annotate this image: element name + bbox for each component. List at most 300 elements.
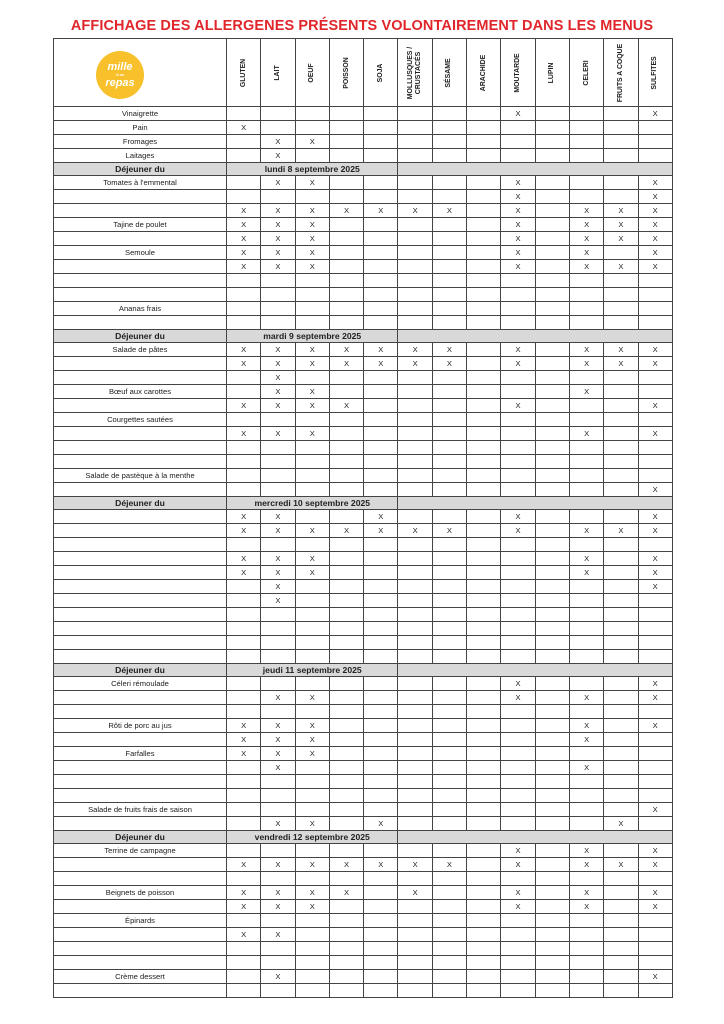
- allergen-cell: [432, 761, 466, 775]
- day-label: Déjeuner du: [54, 664, 227, 677]
- logo-cell: [54, 39, 227, 107]
- allergen-cell: [604, 872, 638, 886]
- allergen-cell: [467, 956, 501, 970]
- allergen-cell: [398, 594, 432, 608]
- allergen-cell: [535, 288, 569, 302]
- dish-name: [54, 483, 227, 497]
- allergen-cell: [364, 149, 398, 163]
- allergen-cell: [261, 288, 295, 302]
- allergen-cell: [569, 580, 603, 594]
- allergen-cell: [261, 469, 295, 483]
- allergen-cell: [501, 747, 535, 761]
- allergen-cell: X: [227, 121, 261, 135]
- day-date: lundi 8 septembre 2025: [227, 163, 398, 176]
- dish-name: [54, 455, 227, 469]
- day-header-row: [54, 664, 673, 677]
- dish-name: [54, 705, 227, 719]
- dish-name: [54, 775, 227, 789]
- allergen-cell: [604, 149, 638, 163]
- allergen-cell: [329, 650, 363, 664]
- allergen-cell: [501, 371, 535, 385]
- allergen-cell: [535, 371, 569, 385]
- allergen-cell: [467, 357, 501, 371]
- allergen-cell: [604, 246, 638, 260]
- table-row: [54, 427, 673, 441]
- allergen-cell: [398, 650, 432, 664]
- allergen-cell: [295, 580, 329, 594]
- allergen-cell: [604, 371, 638, 385]
- allergen-cell: [295, 803, 329, 817]
- allergen-cell: X: [295, 385, 329, 399]
- allergen-cell: [638, 441, 672, 455]
- allergen-cell: [398, 455, 432, 469]
- allergen-cell: [569, 455, 603, 469]
- allergen-cell: [398, 747, 432, 761]
- allergen-cell: [535, 483, 569, 497]
- allergen-cell: [604, 413, 638, 427]
- allergen-cell: [364, 719, 398, 733]
- allergen-cell: [364, 176, 398, 190]
- allergen-cell: [398, 914, 432, 928]
- allergen-cell: X: [398, 858, 432, 872]
- allergen-cell: [638, 761, 672, 775]
- allergen-cell: [227, 455, 261, 469]
- allergen-cell: [261, 636, 295, 650]
- allergen-cell: [604, 385, 638, 399]
- allergen-cell: [364, 942, 398, 956]
- allergen-cell: [432, 385, 466, 399]
- allergen-cell: [398, 218, 432, 232]
- allergen-cell: [432, 288, 466, 302]
- allergen-cell: [261, 121, 295, 135]
- allergen-cell: [364, 984, 398, 998]
- table-row: [54, 775, 673, 789]
- allergen-cell: [398, 232, 432, 246]
- allergen-cell: [535, 121, 569, 135]
- allergen-cell: [604, 789, 638, 803]
- allergen-cell: [364, 677, 398, 691]
- allergen-cell: [569, 190, 603, 204]
- allergen-cell: X: [604, 357, 638, 371]
- allergen-cell: [364, 900, 398, 914]
- allergen-cell: X: [569, 719, 603, 733]
- allergen-cell: [535, 691, 569, 705]
- allergen-cell: [329, 608, 363, 622]
- allergen-cell: [329, 942, 363, 956]
- allergen-cell: [604, 135, 638, 149]
- allergen-cell: [604, 302, 638, 316]
- allergen-cell: [364, 246, 398, 260]
- table-row: [54, 343, 673, 357]
- allergen-cell: [364, 691, 398, 705]
- allergen-cell: [604, 705, 638, 719]
- allergen-cell: X: [227, 204, 261, 218]
- table-row: [54, 580, 673, 594]
- allergen-cell: X: [638, 524, 672, 538]
- allergen-cell: [535, 357, 569, 371]
- allergen-cell: X: [638, 246, 672, 260]
- dish-name: Courgettes sautées: [54, 413, 227, 427]
- day-date: jeudi 11 septembre 2025: [227, 664, 398, 677]
- allergen-cell: X: [569, 886, 603, 900]
- allergen-cell: [261, 316, 295, 330]
- allergen-cell: [295, 984, 329, 998]
- allergen-cell: [398, 622, 432, 636]
- allergen-cell: [432, 510, 466, 524]
- allergen-cell: X: [501, 204, 535, 218]
- allergen-cell: X: [261, 149, 295, 163]
- allergen-cell: [569, 677, 603, 691]
- allergen-cell: X: [227, 886, 261, 900]
- allergen-cell: [295, 371, 329, 385]
- logo-text-1: mille: [107, 61, 133, 73]
- allergen-cell: [535, 886, 569, 900]
- allergen-header-label: CELERI: [582, 59, 590, 86]
- allergen-cell: [638, 733, 672, 747]
- allergen-cell: [364, 803, 398, 817]
- allergen-cell: [569, 316, 603, 330]
- allergen-cell: X: [227, 232, 261, 246]
- allergen-cell: X: [432, 858, 466, 872]
- allergen-cell: [604, 594, 638, 608]
- allergen-cell: [329, 176, 363, 190]
- allergen-cell: X: [261, 524, 295, 538]
- allergen-cell: X: [261, 566, 295, 580]
- allergen-cell: [261, 190, 295, 204]
- allergen-cell: [604, 580, 638, 594]
- allergen-cell: X: [261, 371, 295, 385]
- allergen-header-poisson: [329, 39, 363, 107]
- dish-name: [54, 636, 227, 650]
- table-row: [54, 455, 673, 469]
- allergen-cell: [329, 441, 363, 455]
- allergen-cell: [227, 677, 261, 691]
- allergen-cell: X: [227, 246, 261, 260]
- allergen-cell: [432, 747, 466, 761]
- allergen-cell: [638, 288, 672, 302]
- table-row: [54, 399, 673, 413]
- allergen-cell: [227, 469, 261, 483]
- allergen-cell: [604, 538, 638, 552]
- allergen-cell: X: [261, 858, 295, 872]
- allergen-cell: [261, 803, 295, 817]
- dish-name: Rôti de porc au jus: [54, 719, 227, 733]
- allergen-cell: X: [261, 552, 295, 566]
- allergen-cell: X: [638, 970, 672, 984]
- allergen-cell: X: [227, 900, 261, 914]
- allergen-cell: [364, 608, 398, 622]
- allergen-header-label: SÉSAME: [445, 57, 453, 88]
- allergen-cell: X: [432, 357, 466, 371]
- allergen-cell: [535, 650, 569, 664]
- allergen-cell: X: [261, 886, 295, 900]
- allergen-cell: [467, 302, 501, 316]
- allergen-cell: [364, 747, 398, 761]
- allergen-cell: [467, 928, 501, 942]
- allergen-cell: [604, 427, 638, 441]
- allergen-cell: X: [261, 900, 295, 914]
- table-row: [54, 190, 673, 204]
- allergen-cell: [329, 872, 363, 886]
- allergen-cell: [295, 970, 329, 984]
- allergen-cell: [467, 552, 501, 566]
- allergen-cell: [467, 817, 501, 831]
- allergen-cell: [501, 427, 535, 441]
- allergen-cell: X: [227, 719, 261, 733]
- table-row: [54, 274, 673, 288]
- allergen-cell: [604, 510, 638, 524]
- allergen-table-body: [54, 107, 673, 998]
- allergen-cell: [535, 510, 569, 524]
- allergen-cell: X: [501, 218, 535, 232]
- allergen-cell: [638, 538, 672, 552]
- allergen-cell: [227, 650, 261, 664]
- allergen-cell: [227, 956, 261, 970]
- allergen-cell: [638, 455, 672, 469]
- allergen-cell: [398, 817, 432, 831]
- allergen-cell: [329, 622, 363, 636]
- allergen-cell: [398, 371, 432, 385]
- allergen-cell: X: [227, 427, 261, 441]
- allergen-header-celeri: [569, 39, 603, 107]
- allergen-cell: [569, 288, 603, 302]
- allergen-cell: [604, 176, 638, 190]
- allergen-cell: [432, 970, 466, 984]
- allergen-cell: [501, 385, 535, 399]
- allergen-cell: [569, 371, 603, 385]
- allergen-cell: [295, 872, 329, 886]
- allergen-cell: [638, 636, 672, 650]
- allergen-cell: X: [569, 246, 603, 260]
- allergen-cell: X: [569, 761, 603, 775]
- allergen-cell: [535, 246, 569, 260]
- allergen-cell: [398, 538, 432, 552]
- allergen-cell: X: [569, 733, 603, 747]
- allergen-header-label: MOLLUSQUES / CRUSTACÉS: [407, 46, 423, 99]
- allergen-cell: X: [261, 204, 295, 218]
- allergen-cell: [227, 636, 261, 650]
- allergen-cell: [467, 622, 501, 636]
- allergen-header-label: MOUTARDE: [514, 52, 522, 93]
- allergen-cell: [398, 789, 432, 803]
- allergen-cell: [329, 775, 363, 789]
- allergen-cell: X: [295, 858, 329, 872]
- allergen-cell: [638, 956, 672, 970]
- allergen-cell: X: [638, 580, 672, 594]
- allergen-cell: [467, 733, 501, 747]
- allergen-header-label: ARACHIDE: [479, 54, 487, 91]
- allergen-cell: X: [227, 510, 261, 524]
- allergen-cell: [364, 844, 398, 858]
- allergen-header-label: SOJA: [376, 63, 384, 82]
- allergen-cell: [295, 302, 329, 316]
- dish-name: Salade de pastèque à la menthe: [54, 469, 227, 483]
- allergen-cell: [535, 984, 569, 998]
- allergen-cell: [638, 371, 672, 385]
- allergen-cell: [501, 316, 535, 330]
- allergen-cell: X: [227, 566, 261, 580]
- allergen-cell: [638, 413, 672, 427]
- day-header-row: [54, 163, 673, 176]
- allergen-cell: X: [604, 817, 638, 831]
- dish-name: [54, 872, 227, 886]
- allergen-cell: [638, 789, 672, 803]
- allergen-cell: [604, 775, 638, 789]
- allergen-cell: [295, 274, 329, 288]
- allergen-cell: [569, 483, 603, 497]
- allergen-cell: [604, 483, 638, 497]
- dish-name: [54, 566, 227, 580]
- allergen-cell: [329, 900, 363, 914]
- allergen-cell: X: [638, 844, 672, 858]
- allergen-cell: X: [295, 135, 329, 149]
- allergen-cell: X: [638, 900, 672, 914]
- allergen-cell: [467, 858, 501, 872]
- allergen-cell: [535, 385, 569, 399]
- allergen-cell: [329, 914, 363, 928]
- allergen-cell: [364, 636, 398, 650]
- allergen-cell: [398, 135, 432, 149]
- allergen-cell: X: [501, 858, 535, 872]
- allergen-cell: [535, 970, 569, 984]
- allergen-cell: [467, 580, 501, 594]
- table-row: [54, 747, 673, 761]
- allergen-cell: [329, 218, 363, 232]
- allergen-cell: [501, 970, 535, 984]
- allergen-cell: [467, 747, 501, 761]
- allergen-cell: X: [227, 260, 261, 274]
- allergen-cell: X: [295, 176, 329, 190]
- allergen-cell: [467, 705, 501, 719]
- allergen-cell: [227, 149, 261, 163]
- allergen-header-arachide: [467, 39, 501, 107]
- table-row: [54, 789, 673, 803]
- allergen-cell: [467, 427, 501, 441]
- allergen-cell: [398, 552, 432, 566]
- allergen-cell: [364, 538, 398, 552]
- allergen-cell: [638, 622, 672, 636]
- allergen-cell: [569, 928, 603, 942]
- allergen-cell: [432, 594, 466, 608]
- allergen-cell: [295, 121, 329, 135]
- allergen-cell: [364, 483, 398, 497]
- logo-text-2: et un: [115, 73, 125, 77]
- allergen-cell: X: [432, 524, 466, 538]
- allergen-cell: X: [398, 357, 432, 371]
- allergen-cell: X: [261, 594, 295, 608]
- allergen-cell: [535, 803, 569, 817]
- table-row: [54, 316, 673, 330]
- allergen-cell: [364, 399, 398, 413]
- allergen-cell: [467, 413, 501, 427]
- allergen-cell: [604, 288, 638, 302]
- allergen-cell: [467, 510, 501, 524]
- allergen-cell: [432, 956, 466, 970]
- allergen-cell: [295, 789, 329, 803]
- allergen-cell: [604, 121, 638, 135]
- allergen-cell: X: [227, 399, 261, 413]
- allergen-cell: [398, 483, 432, 497]
- allergen-cell: [604, 190, 638, 204]
- allergen-cell: [329, 636, 363, 650]
- allergen-cell: [364, 190, 398, 204]
- allergen-cell: X: [604, 260, 638, 274]
- allergen-cell: [535, 566, 569, 580]
- allergen-cell: [227, 817, 261, 831]
- day-date: mardi 9 septembre 2025: [227, 330, 398, 343]
- allergen-cell: X: [604, 232, 638, 246]
- allergen-cell: [501, 580, 535, 594]
- allergen-cell: [467, 872, 501, 886]
- allergen-cell: X: [295, 691, 329, 705]
- allergen-cell: X: [638, 260, 672, 274]
- allergen-cell: [227, 775, 261, 789]
- allergen-cell: [329, 970, 363, 984]
- allergen-cell: X: [261, 176, 295, 190]
- allergen-cell: [501, 608, 535, 622]
- allergen-cell: [329, 705, 363, 719]
- allergen-cell: [467, 761, 501, 775]
- allergen-cell: [227, 580, 261, 594]
- allergen-cell: X: [569, 260, 603, 274]
- allergen-cell: [432, 580, 466, 594]
- allergen-header-label: POISSON: [342, 56, 350, 89]
- allergen-cell: [569, 441, 603, 455]
- allergen-cell: [569, 789, 603, 803]
- day-date: vendredi 12 septembre 2025: [227, 831, 398, 844]
- allergen-cell: [329, 566, 363, 580]
- allergen-cell: [535, 928, 569, 942]
- allergen-cell: [295, 469, 329, 483]
- allergen-cell: [364, 371, 398, 385]
- allergen-cell: [604, 942, 638, 956]
- allergen-cell: [432, 914, 466, 928]
- allergen-cell: [329, 761, 363, 775]
- allergen-cell: [432, 566, 466, 580]
- allergen-cell: X: [569, 900, 603, 914]
- allergen-cell: [604, 914, 638, 928]
- allergen-cell: [501, 455, 535, 469]
- allergen-cell: [432, 817, 466, 831]
- allergen-cell: [432, 622, 466, 636]
- allergen-cell: [295, 316, 329, 330]
- allergen-cell: X: [261, 761, 295, 775]
- allergen-cell: [261, 942, 295, 956]
- allergen-cell: [535, 343, 569, 357]
- table-row: [54, 218, 673, 232]
- dish-name: [54, 441, 227, 455]
- allergen-cell: [227, 288, 261, 302]
- allergen-cell: [261, 872, 295, 886]
- allergen-header-sulfites: [638, 39, 672, 107]
- allergen-cell: [535, 441, 569, 455]
- allergen-cell: [467, 803, 501, 817]
- allergen-cell: [329, 149, 363, 163]
- allergen-cell: [432, 107, 466, 121]
- allergen-cell: [364, 761, 398, 775]
- allergen-cell: [432, 844, 466, 858]
- allergen-cell: [364, 872, 398, 886]
- table-row: [54, 622, 673, 636]
- allergen-cell: [569, 956, 603, 970]
- allergen-cell: [535, 747, 569, 761]
- allergen-cell: [638, 747, 672, 761]
- allergen-cell: [432, 455, 466, 469]
- allergen-cell: X: [261, 970, 295, 984]
- table-row: [54, 636, 673, 650]
- table-row: [54, 872, 673, 886]
- allergen-cell: [501, 719, 535, 733]
